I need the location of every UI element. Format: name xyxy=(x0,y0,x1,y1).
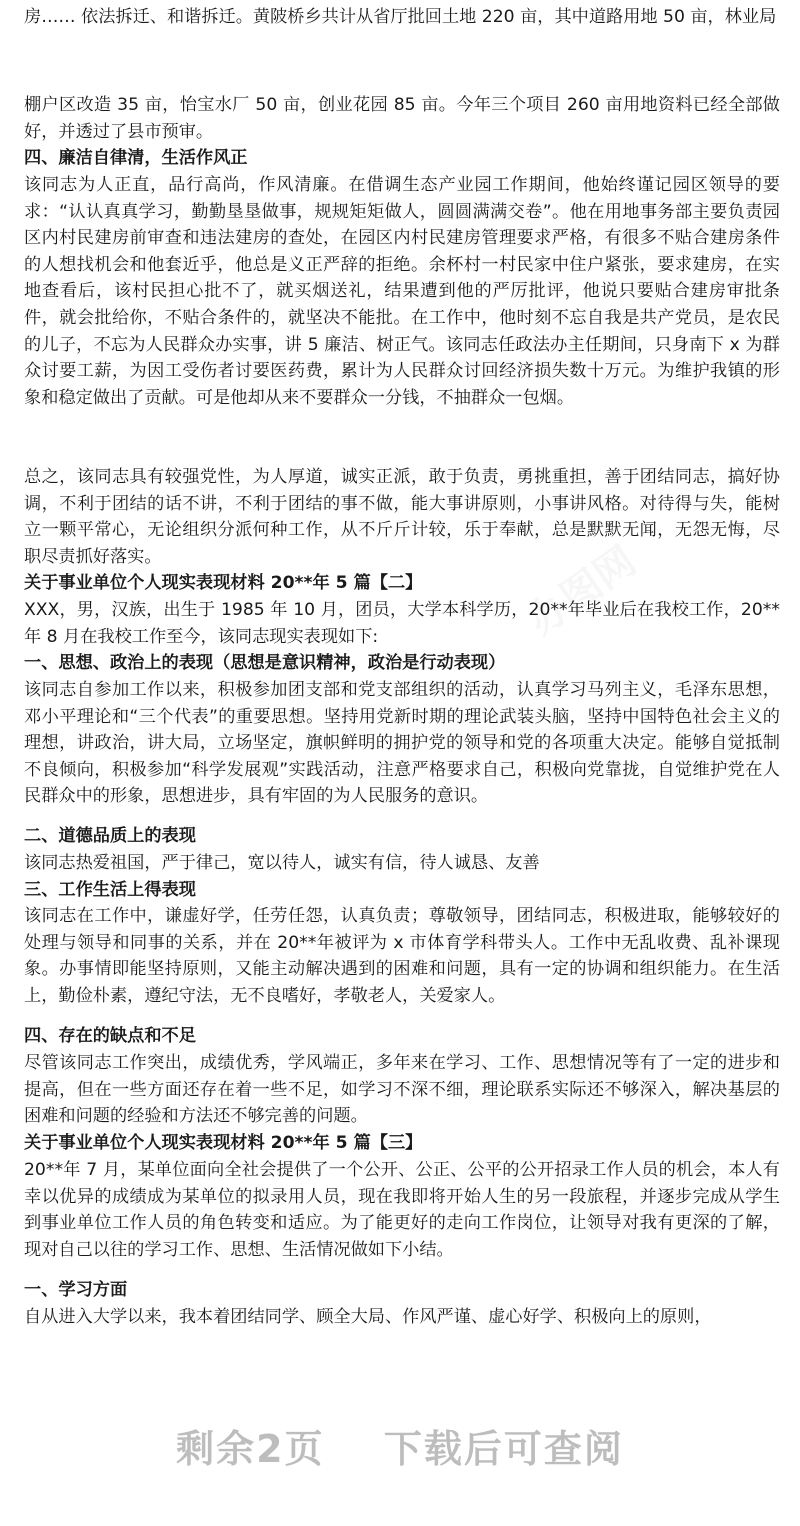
download-prompt[interactable] xyxy=(0,1418,800,1473)
section-heading: 四、存在的缺点和不足 xyxy=(24,1026,196,1046)
remaining-pages-label: 剩余2页 xyxy=(176,1427,325,1471)
paragraph: 棚户区改造 35 亩，怡宝水厂 50 亩，创业花园 85 亩。今年三个项目 260 亩用地资料已经全部做好，并透过了县市预审。 xyxy=(24,95,780,142)
article-title: 关于事业单位个人现实表现材料 20**年 5 篇【二】 xyxy=(24,573,423,593)
paragraph: 该同志自参加工作以来，积极参加团支部和党支部组织的活动，认真学习马列主义，毛泽东思想，邓小平理论和“三个代表”的重要思想。坚持用党新时期的理论武装头脑，坚持中国特色社会主义的理想，讲政治，讲大局，立场坚定，旗帜鲜明的拥护党的领导和党的各项重大决定。能够自觉抵制不良倾向，积极参加“科学发展观”实践活动，注意严格要求自己，积极向党靠拢，自觉维护党在人民群众中的形象，思想进步，具有牢固的为人民服务的意识。 xyxy=(24,680,780,807)
section-heading: 二、道德品质上的表现 xyxy=(24,826,196,846)
paragraph: XXX，男，汉族，出生于 1985 年 10 月，团员，大学本科学历，20**年毕业后在我校工作，20**年 8 月在我校工作至今，该同志现实表现如下: xyxy=(24,600,780,647)
paragraph: 尽管该同志工作突出，成绩优秀，学风端正，多年来在学习、工作、思想情况等有了一定的进步和提高，但在一些方面还存在着一些不足，如学习不深不细，理论联系实际还不够深入，解决基层的困难和问题的经验和方法还不够完善的问题。 xyxy=(24,1053,780,1127)
section-heading: 三、工作生活上得表现 xyxy=(24,880,196,900)
paragraph: 总之，该同志具有较强党性，为人厚道，诚实正派，敢于负责，勇挑重担，善于团结同志，搞好协调，不利于团结的话不讲，不利于团结的事不做，能大事讲原则，小事讲风格。对待得与失，能树立一颗平常心，无论组织分派何种工作，从不斤斤计较，乐于奉献，总是默默无闻，无怨无悔，尽职尽责抓好落实。 xyxy=(24,467,780,567)
section-heading: 一、学习方面 xyxy=(24,1280,128,1300)
article-title: 关于事业单位个人现实表现材料 20**年 5 篇【三】 xyxy=(24,1133,423,1153)
section-heading: 一、思想、政治上的表现（思想是意识精神，政治是行动表现） xyxy=(24,653,506,673)
paragraph: 该同志在工作中，谦虚好学，任劳任怨，认真负责；尊敬领导，团结同志，积极进取，能够较好的处理与领导和同事的关系，并在 20**年被评为 x 市体育学科带头人。工作中无乱收费、乱补课现象。办事情即能坚持原则，又能主动解决遇到的困难和问题，具有一定的协调和组织能力。在生活上，勤俭朴素，遵纪守法，无不良嗜好，孝敬老人，关爱家人。 xyxy=(24,906,780,1006)
paragraph: 自从进入大学以来，我本着团结同学、顾全大局、作风严谨、虚心好学、积极向上的原则， xyxy=(24,1307,712,1327)
download-to-view-label: 下载后可查阅 xyxy=(383,1427,624,1471)
paragraph-top: 房…… 依法拆迁、和谐拆迁。黄陂桥乡共计从省厅批回土地 220 亩，其中道路用地 50 亩，林业局 xyxy=(24,7,777,27)
section-heading: 四、廉洁自律清，生活作风正 xyxy=(24,148,248,168)
paragraph: 该同志为人正直，品行高尚，作风清廉。在借调生态产业园工作期间，他始终谨记园区领导的要求：“认认真真学习，勤勤垦垦做事，规规矩矩做人，圆圆满满交卷”。他在用地事务部主要负责园区内村民建房前审查和违法建房的查处，在园区内村民建房管理要求严格，有很多不贴合建房条件的人想找机会和他套近乎，他总是义正严辞的拒绝。余杯村一村民家中住户紧张，要求建房，在实地查看后，该村民担心批不了，就买烟送礼，结果遭到他的严厉批评，他说只要贴合建房审批条件，就会批给你，不贴合条件的，就坚决不能批。在工作中，他时刻不忘自我是共产党员，是农民的儿子，不忘为人民群众办实事，讲 5 廉洁、树正气。该同志任政法办主任期间，只身南下 x 为群众讨要工薪，为因工受伤者讨要医药费，累计为人民群众讨回经济损失数十万元。为维护我镇的形象和稳定做出了贡献。可是他却从来不要群众一分钱，不抽群众一包烟。 xyxy=(24,175,780,408)
paragraph: 该同志热爱祖国，严于律己，宽以待人，诚实有信，待人诚恳、友善 xyxy=(24,853,540,873)
watermark: 办图网 xyxy=(519,538,645,645)
paragraph: 20**年 7 月，某单位面向全社会提供了一个公开、公正、公平的公开招录工作人员的机会，本人有幸以优异的成绩成为某单位的拟录用人员，现在我即将开始人生的另一段旅程，并逐步完成从学生到事业单位工作人员的角色转变和适应。为了能更好的走向工作岗位，让领导对我有更深的了解，现对自己以往的学习工作、思想、生活情况做如下小结。 xyxy=(24,1160,780,1260)
